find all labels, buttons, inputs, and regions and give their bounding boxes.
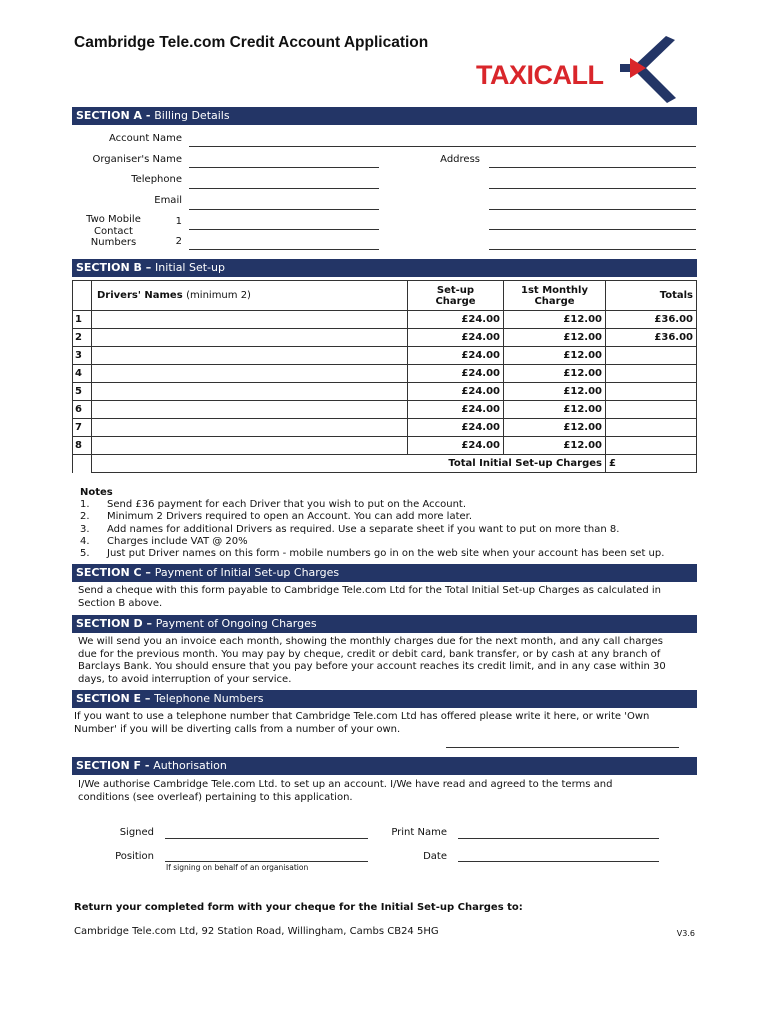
total-row [73,455,697,473]
total-cell[interactable] [606,383,697,401]
setup-charge-cell: £24.00 [408,347,504,365]
section-e-prefix: SECTION E – [76,692,155,705]
drivers-table-header [73,281,697,311]
date-field[interactable] [458,861,659,862]
section-c-prefix: SECTION C – [76,566,155,579]
driver-row-number: 1 [73,311,92,329]
note-item [80,511,664,523]
section-f-prefix: SECTION F - [76,759,154,772]
account-name-field[interactable] [189,146,696,147]
monthly-charge-cell: £12.00 [504,347,606,365]
driver-row [73,437,697,455]
total-label: Total Initial Set-up Charges [92,455,606,473]
note-item [80,499,664,511]
total-cell[interactable] [606,437,697,455]
return-address: Cambridge Tele.com Ltd, 92 Station Road, Willingham, Cambs CB24 5HG [74,926,439,937]
section-b-prefix: SECTION B – [76,261,156,274]
position-label: Position [115,851,154,862]
section-c-line: Send a cheque with this form payable to Cambridge Tele.com Ltd for the Total Initial Set-up Charges as calculated in [78,585,661,596]
header-drivers-names [92,281,408,311]
section-d-line: We will send you an invoice each month, showing the monthly charges due for the next month, and any call charges [78,636,664,647]
driver-name-field[interactable] [92,383,408,401]
note-text: Minimum 2 Drivers required to open an Account. You can add more later. [107,511,473,523]
organiser-name-field[interactable] [189,167,379,168]
drivers-names-note: (minimum 2) [186,290,251,301]
setup-charge-cell: £24.00 [408,401,504,419]
monthly-heading-line: Charge [534,295,575,307]
driver-row-number: 2 [73,329,92,347]
monthly-charge-cell: £12.00 [504,383,606,401]
driver-row [73,383,697,401]
notes [80,487,664,560]
setup-charge-cell: £24.00 [408,329,504,347]
return-instructions: Return your completed form with your cheque for the Initial Set-up Charges to: [74,902,523,913]
header-monthly-charge [504,281,606,311]
note-item [80,548,664,560]
email-label: Email [154,195,182,206]
page-title: Cambridge Tele.com Credit Account Application [74,34,429,51]
drivers-names-heading: Drivers' Names [97,290,183,301]
section-d-line: days, to avoid interruption of your service. [78,673,292,685]
note-item [80,536,664,548]
note-text: Just put Driver names on this form - mobile numbers go in on the web site when your account has been set up. [107,548,665,560]
mobile-label-line: Contact [94,225,133,237]
address-line-5[interactable] [489,249,696,250]
email-field[interactable] [189,209,379,210]
section-e-header [72,690,697,708]
totals-heading: Totals [659,290,693,301]
print-name-field[interactable] [458,838,659,839]
section-e-name: Telephone Numbers [154,692,264,705]
total-cell[interactable] [606,419,697,437]
monthly-charge-cell: £12.00 [504,401,606,419]
monthly-charge-cell: £12.00 [504,311,606,329]
date-label: Date [423,851,447,862]
note-number: 2. [80,511,90,523]
monthly-heading-line: 1st Monthly [521,284,588,296]
mobile-numbers-label [80,214,147,249]
section-d-name: Payment of Ongoing Charges [155,617,317,630]
driver-name-field[interactable] [92,347,408,365]
setup-charge-cell: £24.00 [408,419,504,437]
section-e-line: Number' if you will be diverting calls from a number of your own. [74,723,401,735]
setup-charge-cell: £24.00 [408,437,504,455]
section-e-line: If you want to use a telephone number that Cambridge Tele.com Ltd has offered please write it here, or write 'Own [74,711,650,722]
section-d-header [72,615,697,633]
total-cell[interactable]: £36.00 [606,311,697,329]
notes-heading: Notes [80,487,113,498]
mobile-1-label: 1 [175,216,182,227]
section-d-line: Barclays Bank. You should ensure that you pay before your account reaches its credit limit, and in any case within 30 [78,661,666,672]
driver-row-number: 8 [73,437,92,455]
driver-name-field[interactable] [92,437,408,455]
mobile-2-label: 2 [175,236,182,247]
note-number: 3. [80,523,90,535]
setup-charge-cell: £24.00 [408,365,504,383]
section-d-prefix: SECTION D – [76,617,156,630]
total-cell[interactable] [606,401,697,419]
driver-row-number: 3 [73,347,92,365]
total-row-spacer [73,455,92,473]
note-text: Send £36 payment for each Driver that you wish to put on the Account. [107,499,467,511]
mobile-1-field[interactable] [189,229,379,230]
monthly-charge-cell: £12.00 [504,365,606,383]
section-d-body [78,636,666,686]
setup-heading-line: Charge [435,295,476,307]
driver-row-number: 7 [73,419,92,437]
section-f-name: Authorisation [153,759,227,772]
drivers-table [72,280,697,473]
setup-charge-cell: £24.00 [408,383,504,401]
signed-label: Signed [119,827,154,838]
driver-row-number: 5 [73,383,92,401]
address-line-3[interactable] [489,209,696,210]
organiser-name-label: Organiser's Name [92,154,182,165]
monthly-charge-cell: £12.00 [504,437,606,455]
section-c-body [78,585,661,610]
signed-field[interactable] [165,838,368,839]
address-line-4[interactable] [489,229,696,230]
driver-row [73,311,697,329]
total-value-field[interactable]: £ [606,455,697,473]
telephone-field[interactable] [189,188,379,189]
print-name-label: Print Name [391,827,447,838]
total-cell[interactable] [606,347,697,365]
position-note: If signing on behalf of an organisation [166,863,309,872]
driver-row-number: 6 [73,401,92,419]
address-line-2[interactable] [489,188,696,189]
section-b-header [72,259,697,277]
header-setup-charge [408,281,504,311]
driver-name-field[interactable] [92,401,408,419]
section-f-line: I/We authorise Cambridge Tele.com Ltd. to set up an account. I/We have read and agreed to the terms and [78,779,613,790]
note-text: Charges include VAT @ 20% [107,535,248,547]
account-name-label: Account Name [108,133,182,144]
note-item [80,524,664,536]
section-c-name: Payment of Initial Set-up Charges [154,566,340,579]
logo-text-call: CALL [533,60,604,90]
driver-row [73,419,697,437]
driver-row [73,329,697,347]
note-number: 1. [80,499,90,511]
section-e-body [74,711,649,736]
section-f-body [78,779,612,804]
driver-name-field[interactable] [92,365,408,383]
version-label: V3.6 [676,929,695,938]
driver-row [73,347,697,365]
section-f-line: conditions (see overleaf) pertaining to this application. [78,791,353,803]
section-c-line: Section B above. [78,597,163,609]
note-number: 4. [80,535,90,547]
taxicall-logo [470,28,700,108]
section-d-line: due for the previous month. You may pay by cheque, credit or debit card, bank transfer, or by cash at any branch of [78,648,661,660]
driver-row [73,401,697,419]
mobile-label-line: Numbers [90,237,137,248]
section-a-header [72,107,697,125]
driver-name-field[interactable] [92,311,408,329]
mobile-label-line: Two Mobile [86,214,141,225]
telephone-label: Telephone [131,174,182,185]
setup-charge-cell: £24.00 [408,311,504,329]
driver-name-field[interactable] [92,419,408,437]
total-cell[interactable]: £36.00 [606,329,697,347]
monthly-charge-cell: £12.00 [504,419,606,437]
header-number-cell [73,281,92,311]
header-totals [606,281,697,311]
driver-row [73,365,697,383]
driver-row-number: 4 [73,365,92,383]
logo-text-taxi: TAXI [476,60,534,90]
mobile-2-field[interactable] [189,249,379,250]
telephone-number-field[interactable] [446,747,679,748]
section-c-header [72,564,697,582]
note-text: Add names for additional Drivers as required. Use a separate sheet if you want to put on more than 8. [107,523,620,535]
address-label: Address [440,154,480,165]
section-a-prefix: SECTION A - [76,109,155,122]
setup-heading-line: Set-up [436,284,475,296]
section-a-name: Billing Details [154,109,230,122]
notes-list [80,499,664,560]
total-cell[interactable] [606,365,697,383]
note-number: 5. [80,548,90,560]
driver-name-field[interactable] [92,329,408,347]
monthly-charge-cell: £12.00 [504,329,606,347]
address-line-1[interactable] [489,167,696,168]
section-f-header [72,757,697,775]
section-b-name: Initial Set-up [155,261,225,274]
